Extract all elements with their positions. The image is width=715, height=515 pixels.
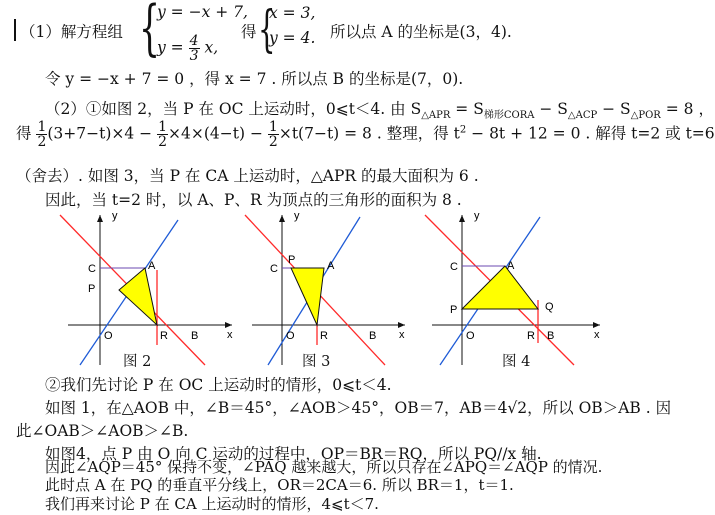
line-2-text: 令 y = −x + 7 = 0 ，得 x = 7 . 所以点 B 的坐标是(7，0). (45, 70, 464, 88)
fig2-label-p: P (88, 283, 96, 295)
fig2-label-r: R (160, 330, 168, 342)
fig4-label-o: O (466, 330, 475, 342)
fig3-label-x: x (399, 329, 405, 341)
fig2-label-b: B (191, 330, 199, 342)
margin-bar (14, 19, 16, 41)
system2-eq2: y = 4. (269, 29, 316, 47)
line-8-text: 如图 1，在△AOB 中，∠B＝45°，∠AOB＞45°，OB＝7，AB＝4√2，所以 OB＞AB . 因 (45, 399, 672, 417)
caption-figure-3: 图 3 (302, 354, 331, 370)
line-13-text: 我们再来讨论 P 在 CA 上运动时的情形，4⩽t＜7. (45, 495, 379, 513)
fig4-label-p: P (450, 304, 458, 316)
fig2-label-o: O (104, 330, 113, 342)
line-5-text: （舍去）. 如图 3，当 P 在 CA 上运动时，△APR 的最大面积为 6 . (16, 167, 479, 185)
point-a-conclusion: 所以点 A 的坐标是(3，4). (330, 23, 512, 41)
fig2-label-y: y (112, 210, 118, 222)
fig3-label-b: B (369, 330, 377, 342)
system1-eq2: y = $\frac{4}{3}$ x, (157, 33, 219, 64)
system1-eq1: y = −x + 7, (157, 3, 248, 21)
line-4-text: 得 $\frac{1}{2}$ (3+7−t)×4 − $\frac{1}{2}$ ×4×(4−t) − $\frac{1}{2}$ ×t(7−t) = 8 . 整理，得 $t^2 - 8t + 12 = 0$ . 解得 t=2 或 t=6 (16, 119, 715, 150)
fig2-label-a: A (148, 260, 156, 272)
left-brace-1: { (139, 0, 161, 63)
fig4-label-b: B (547, 330, 555, 342)
fig4-label-a: A (507, 260, 515, 272)
system2-eq1: x = 3, (269, 4, 316, 22)
line-12-text-visible: 此时点 A 在 PQ 的垂直平分线上，OR＝2CA＝6. 所以 BR＝1，t＝1. (45, 476, 514, 494)
caption-figure-2: 图 2 (123, 354, 152, 370)
fig3-label-y: y (294, 210, 300, 222)
fraction-4-3: $\frac{4}{3}$ (189, 33, 199, 64)
fraction-1-2-a: $\frac{1}{2}$ (37, 119, 47, 150)
fig4-label-y: y (474, 210, 480, 222)
fig4-label-c: C (450, 261, 458, 273)
line-7-text: ②我们先讨论 P 在 OC 上运动时的情形，0⩽t＜4. (45, 376, 392, 394)
line-3-text: （2）①如图 2，当 P 在 OC 上运动时，0⩽t＜4. 由 $S_{\triangle APR} = S_{梯形CORA} - S_{\triangle ACP} - S_{\triangle POR} = 8$ ， (45, 100, 714, 121)
fig2-label-c: C (88, 263, 96, 275)
fig3-label-p: P (288, 254, 296, 266)
left-brace-2: { (258, 0, 276, 58)
fraction-1-2-b: $\frac{1}{2}$ (158, 119, 168, 150)
fraction-1-2-c: $\frac{1}{2}$ (268, 119, 278, 150)
figure-2 (60, 210, 233, 365)
caption-figure-4: 图 4 (502, 354, 531, 370)
fig3-label-r: R (320, 330, 328, 342)
line-9-text: 此∠OAB＞∠AOB＞∠B. (16, 422, 189, 440)
figure-3 (245, 210, 405, 365)
figure-4 (425, 210, 600, 365)
fig4-label-x: x (594, 329, 600, 341)
fig4-label-r: R (527, 330, 535, 342)
line-6-text: 因此，当 t=2 时，以 A、P、R 为顶点的三角形的面积为 8 . (45, 191, 462, 209)
fig4-label-q: Q (545, 301, 554, 313)
fig3-label-o: O (286, 330, 295, 342)
get-word: 得 (241, 23, 257, 41)
fig2-label-x: x (227, 329, 233, 341)
line-10-text: 如图4，点 P 由 O 向 C 运动的过程中，OP＝BR＝RQ，所以 PQ//x 轴. (45, 445, 542, 463)
fig3-label-c: C (270, 263, 278, 275)
part1-label: （1）解方程组 (20, 23, 123, 41)
fig3-label-a: A (327, 260, 335, 272)
line-11-text: 因此∠AQP＝45° 保持不变，∠PAQ 越来越大，所以只存在∠APQ＝∠AQP 的情况. (45, 458, 603, 476)
